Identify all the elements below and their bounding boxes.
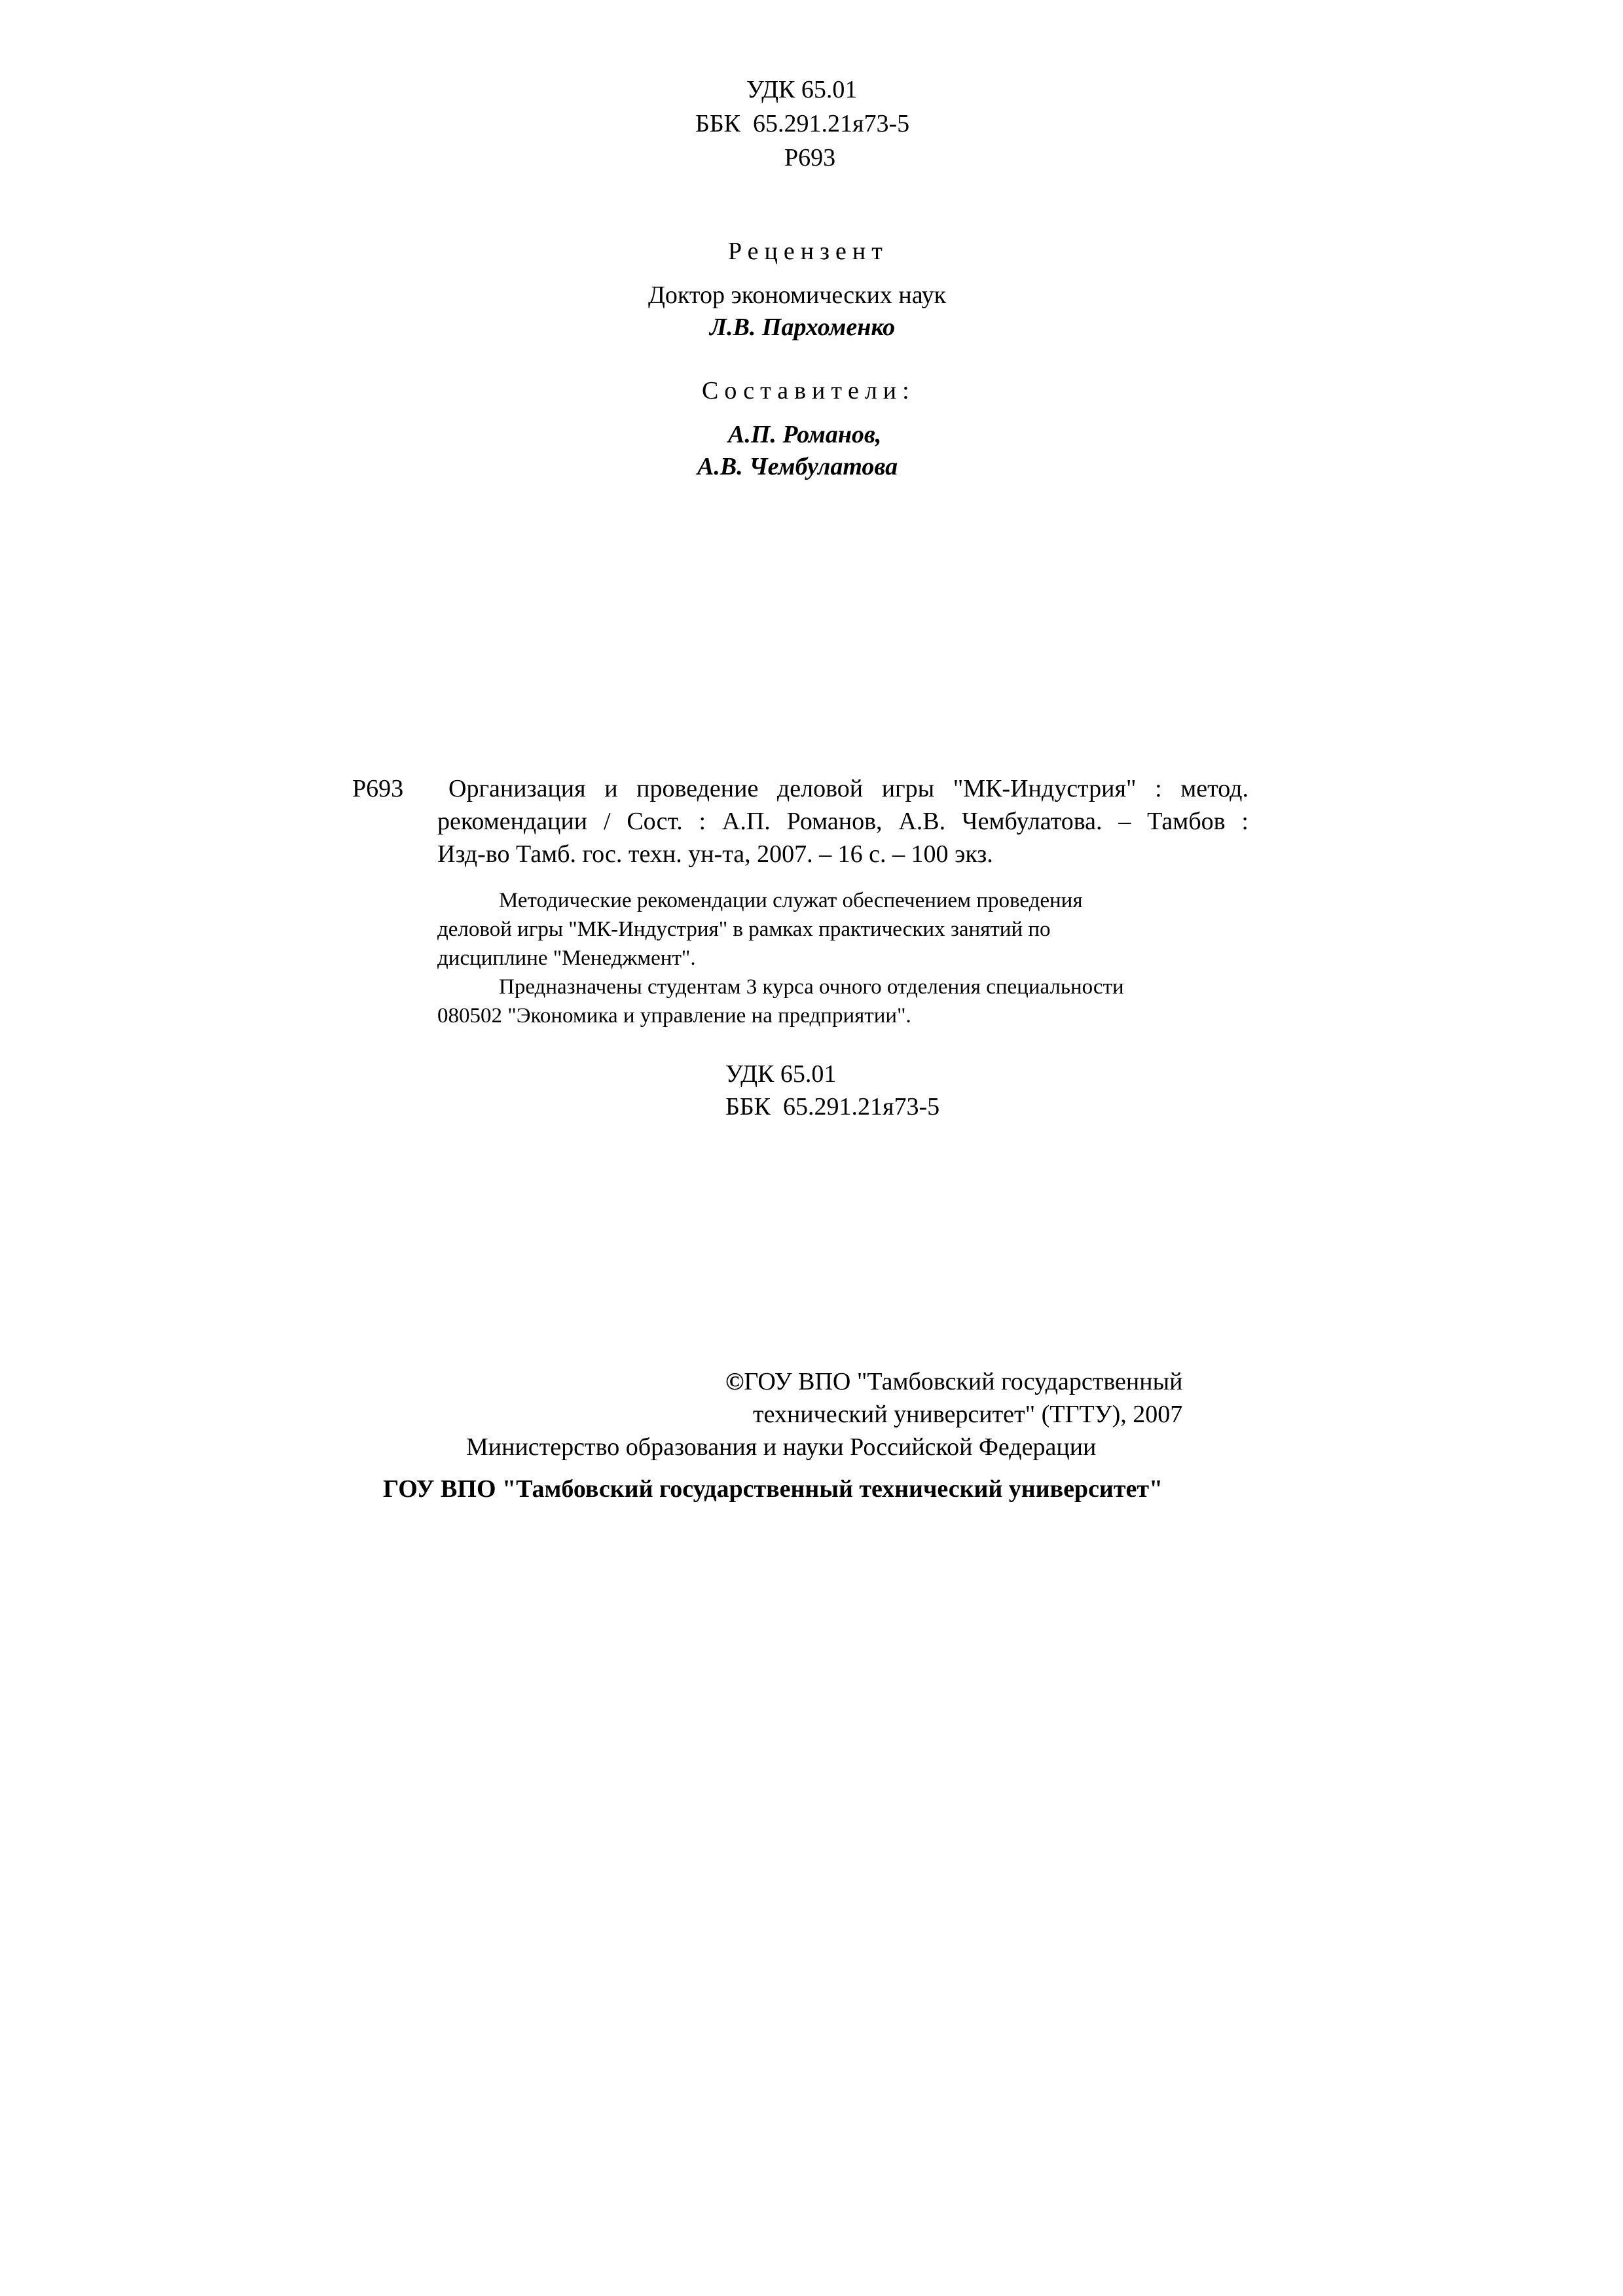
- reviewer-heading: Рецензент: [728, 238, 888, 265]
- bibliography-line-3: Изд-во Тамб. гос. техн. ун-та, 2007. – 16 с. – 100 экз.: [437, 840, 993, 868]
- bibliography-line-2: рекомендации / Сост. : А.П. Романов, А.В. Чембулатова. – Тамбов :: [437, 808, 1249, 835]
- copyright-line-1: [725, 1369, 1182, 1394]
- annotation-line-4: Предназначены студентам 3 курса очного отделения специальности: [499, 975, 1124, 999]
- copyright-holder: ГОУ ВПО "Тамбовский государственный: [744, 1368, 1183, 1395]
- header-code: Р693: [784, 144, 836, 171]
- classification-bbk: ББК 65.291.21я73-5: [725, 1093, 940, 1121]
- annotation-line-1: Методические рекомендации служат обеспечением проведения: [499, 889, 1083, 912]
- reviewer-name: Л.В. Пархоменко: [710, 314, 896, 341]
- header-udk: УДК 65.01: [746, 76, 858, 103]
- annotation-line-5: 080502 "Экономика и управление на предприятии".: [437, 1004, 911, 1028]
- ministry-title: Министерство образования и науки Российской Федерации: [466, 1433, 1097, 1461]
- annotation-line-2: деловой игры "МК-Индустрия" в рамках практических занятий по: [437, 918, 1051, 941]
- copyright-line-2: технический университет" (ТГТУ), 2007: [753, 1401, 1183, 1428]
- classification-udk: УДК 65.01: [725, 1060, 837, 1088]
- university-title: ГОУ ВПО "Тамбовский государственный технический университет": [383, 1475, 1163, 1503]
- compiler-name-1: А.П. Романов,: [728, 421, 882, 448]
- bibliography-code: Р693: [352, 775, 404, 802]
- header-bbk: ББК 65.291.21я73-5: [695, 110, 910, 137]
- copyright-icon: ©: [725, 1368, 744, 1395]
- annotation-line-3: дисциплине "Менеджмент".: [437, 946, 696, 970]
- bibliography-line-1: Организация и проведение деловой игры "МК-Индустрия" : метод.: [448, 775, 1249, 802]
- compiler-name-2: А.В. Чембулатова: [697, 453, 898, 480]
- compilers-heading: Составители:: [702, 377, 915, 404]
- reviewer-degree: Доктор экономических наук: [648, 281, 947, 309]
